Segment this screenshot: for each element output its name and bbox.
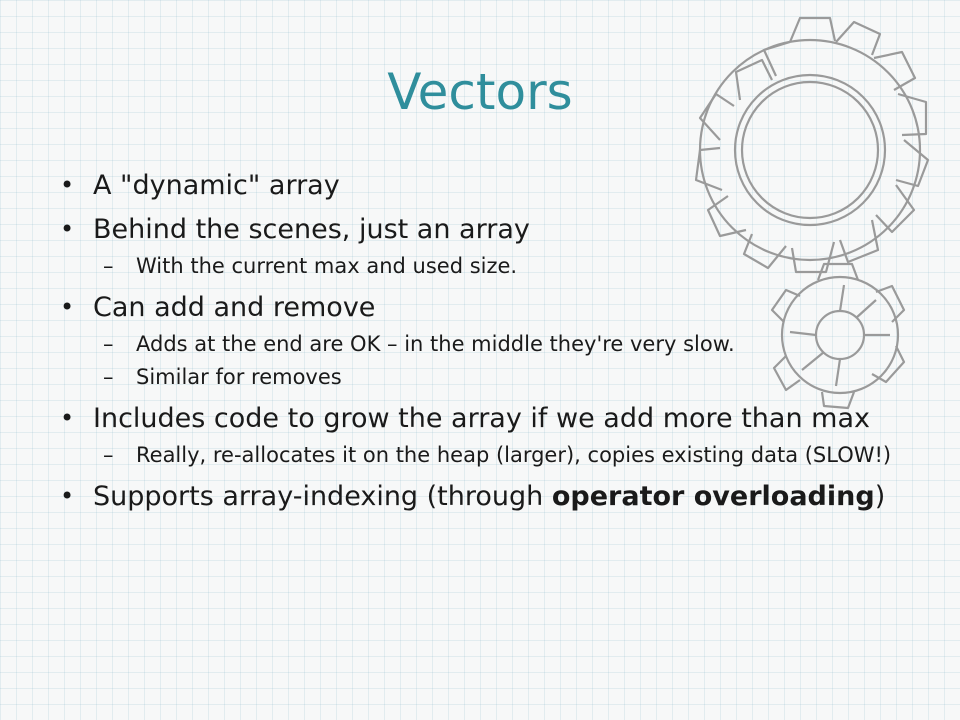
bullet-item: • Behind the scenes, just an array <box>60 214 920 245</box>
bullet-item <box>60 481 920 512</box>
bullet-text: Supports array-indexing (through <box>93 481 552 512</box>
sub-bullet-item: – Adds at the end are OK – in the middle they're very slow. <box>60 331 920 357</box>
bullet-text-bold: operator overloading <box>551 481 875 512</box>
bullet-text: ) <box>874 481 886 512</box>
sub-bullet-item: – Similar for removes <box>60 364 920 390</box>
sub-bullet-item: – Really, re-allocates it on the heap (larger), copies existing data (SLOW!) <box>60 442 920 468</box>
bullet-item: • A "dynamic" array <box>60 170 920 201</box>
bullet-item: • Includes code to grow the array if we add more than max <box>60 403 920 434</box>
bullet-list <box>60 170 920 520</box>
slide-title: Vectors <box>387 63 573 121</box>
bullet-item: • Can add and remove <box>60 292 920 323</box>
sub-bullet-item: – With the current max and used size. <box>60 253 920 279</box>
